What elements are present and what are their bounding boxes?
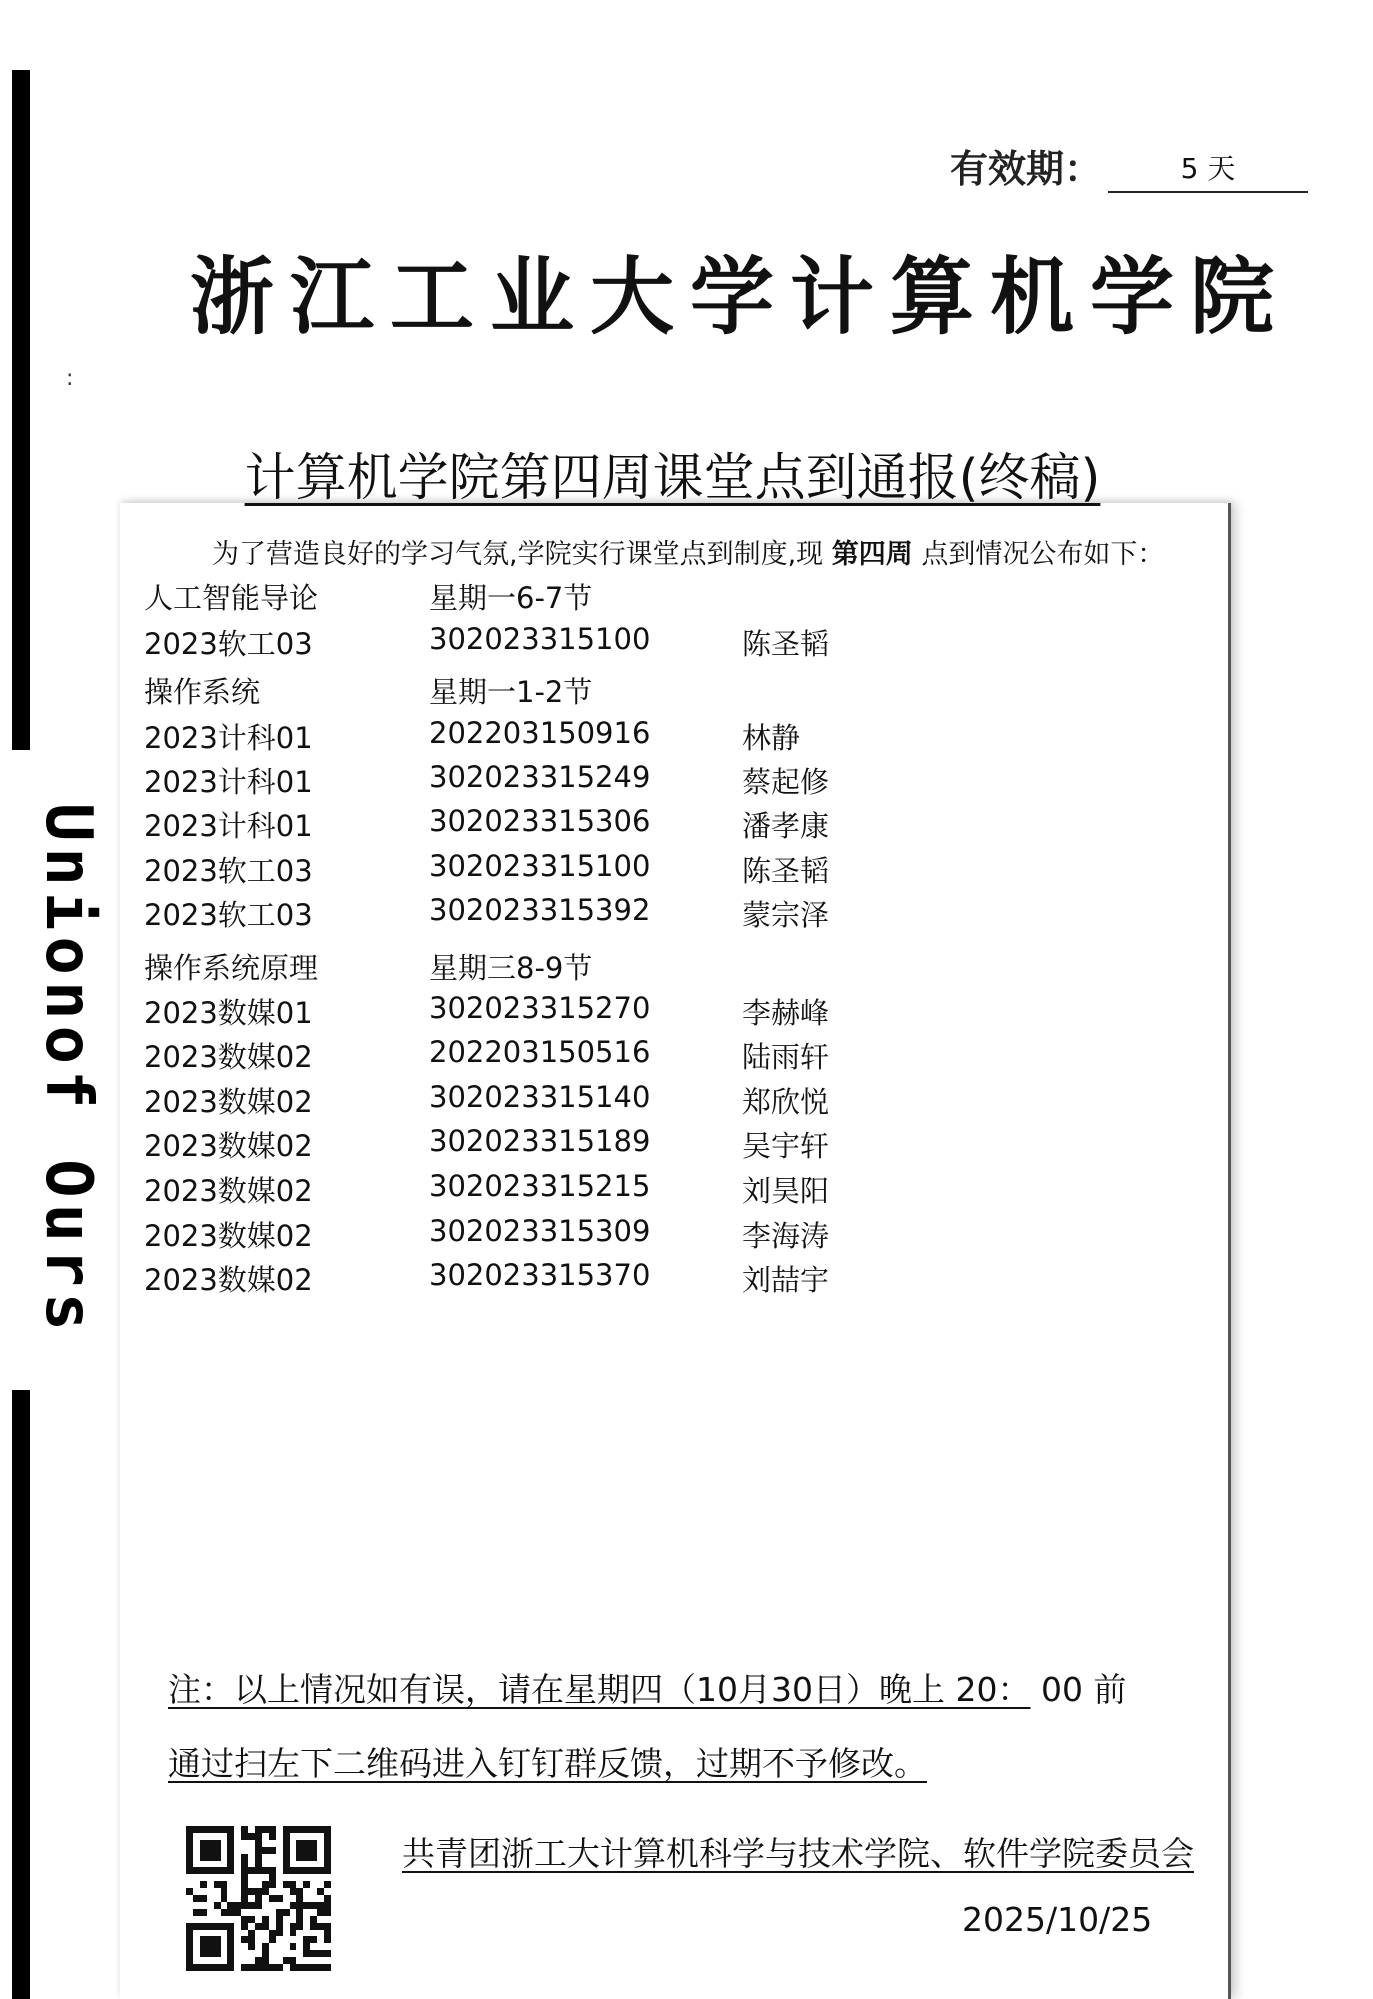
dingtalk-qr-code[interactable]: [186, 1826, 331, 1971]
student-id: 302023315100: [429, 849, 651, 883]
course-time: 星期三8-9节: [429, 951, 593, 985]
student-id: 302023315189: [429, 1124, 651, 1158]
note-line-2: [168, 1738, 927, 1785]
student-name: 陈圣韬: [742, 627, 830, 661]
student-id: 202203150916: [429, 716, 651, 750]
validity: [950, 138, 1308, 193]
student-id: 302023315270: [429, 991, 651, 1025]
student-class: 2023数媒02: [144, 1085, 313, 1119]
note-line-1: [168, 1664, 1126, 1711]
student-name: 蒙宗泽: [742, 898, 830, 932]
student-name: 吴宇轩: [742, 1129, 830, 1163]
student-name: 潘孝康: [742, 809, 830, 843]
student-name: 李海涛: [742, 1219, 830, 1253]
student-class: 2023计科01: [144, 721, 313, 755]
college-title: 浙江工业大学计算机学院: [189, 247, 1290, 346]
note-line-2-text: 通过扫左下二维码进入钉钉群反馈，过期不予修改。: [168, 1744, 927, 1783]
student-class: 2023数媒02: [144, 1263, 313, 1297]
note-line-1-main: 注：以上情况如有误，请在星期四（10月30日）晚上 20：: [168, 1670, 1031, 1709]
student-class: 2023数媒02: [144, 1219, 313, 1253]
student-name: 陈圣韬: [742, 854, 830, 888]
course-time: 星期一6-7节: [429, 581, 593, 615]
student-name: 蔡起修: [742, 765, 830, 799]
student-name: 刘昊阳: [742, 1174, 830, 1208]
validity-label: 有效期：: [950, 146, 1103, 191]
student-class: 2023软工03: [144, 854, 313, 888]
student-id: 202203150516: [429, 1035, 651, 1069]
intro-after: 点到情况公布如下：: [912, 539, 1165, 570]
intro-before: 为了营造良好的学习气氛,学院实行课堂点到制度,现: [212, 539, 832, 570]
course-time: 星期一1-2节: [429, 675, 593, 709]
student-id: 302023315249: [429, 760, 651, 794]
student-class: 2023数媒02: [144, 1040, 313, 1074]
student-name: 林静: [742, 721, 801, 755]
course-name: 操作系统原理: [144, 951, 319, 985]
course-name: 操作系统: [144, 675, 261, 709]
intro-week: 第四周: [831, 539, 913, 570]
student-name: 陆雨轩: [742, 1040, 830, 1074]
student-class: 2023数媒01: [144, 996, 313, 1030]
issue-date: 2025/10/25: [962, 1900, 1153, 1939]
student-class: 2023计科01: [144, 809, 313, 843]
course-name: 人工智能导论: [144, 581, 319, 615]
student-id: 302023315306: [429, 804, 651, 838]
student-id: 302023315215: [429, 1169, 651, 1203]
student-class: 2023软工03: [144, 627, 313, 661]
student-name: 李赫峰: [742, 996, 830, 1030]
student-id: 302023315370: [429, 1258, 651, 1292]
student-class: 2023数媒02: [144, 1129, 313, 1163]
note-line-1-tail: 00 前: [1030, 1670, 1127, 1709]
student-name: 刘喆宇: [742, 1263, 830, 1297]
student-id: 302023315100: [429, 622, 651, 656]
notice-title: [0, 436, 1345, 510]
colon-mark: :: [66, 366, 74, 391]
side-watermark: Unionof Ours: [31, 802, 105, 1338]
intro-text: [212, 532, 1164, 571]
student-class: 2023计科01: [144, 765, 313, 799]
side-bar-top: [12, 70, 30, 750]
student-id: 302023315309: [429, 1214, 651, 1248]
student-class: 2023数媒02: [144, 1174, 313, 1208]
validity-value: 5 天: [1108, 147, 1308, 193]
student-id: 302023315392: [429, 893, 651, 927]
notice-title-text: 计算机学院第四周课堂点到通报(终稿): [244, 449, 1101, 508]
student-class: 2023软工03: [144, 898, 313, 932]
student-id: 302023315140: [429, 1080, 651, 1114]
organization-signature: 共青团浙工大计算机科学与技术学院、软件学院委员会: [402, 1834, 1194, 1873]
side-bar-bottom: [12, 1390, 30, 1999]
student-name: 郑欣悦: [742, 1085, 830, 1119]
